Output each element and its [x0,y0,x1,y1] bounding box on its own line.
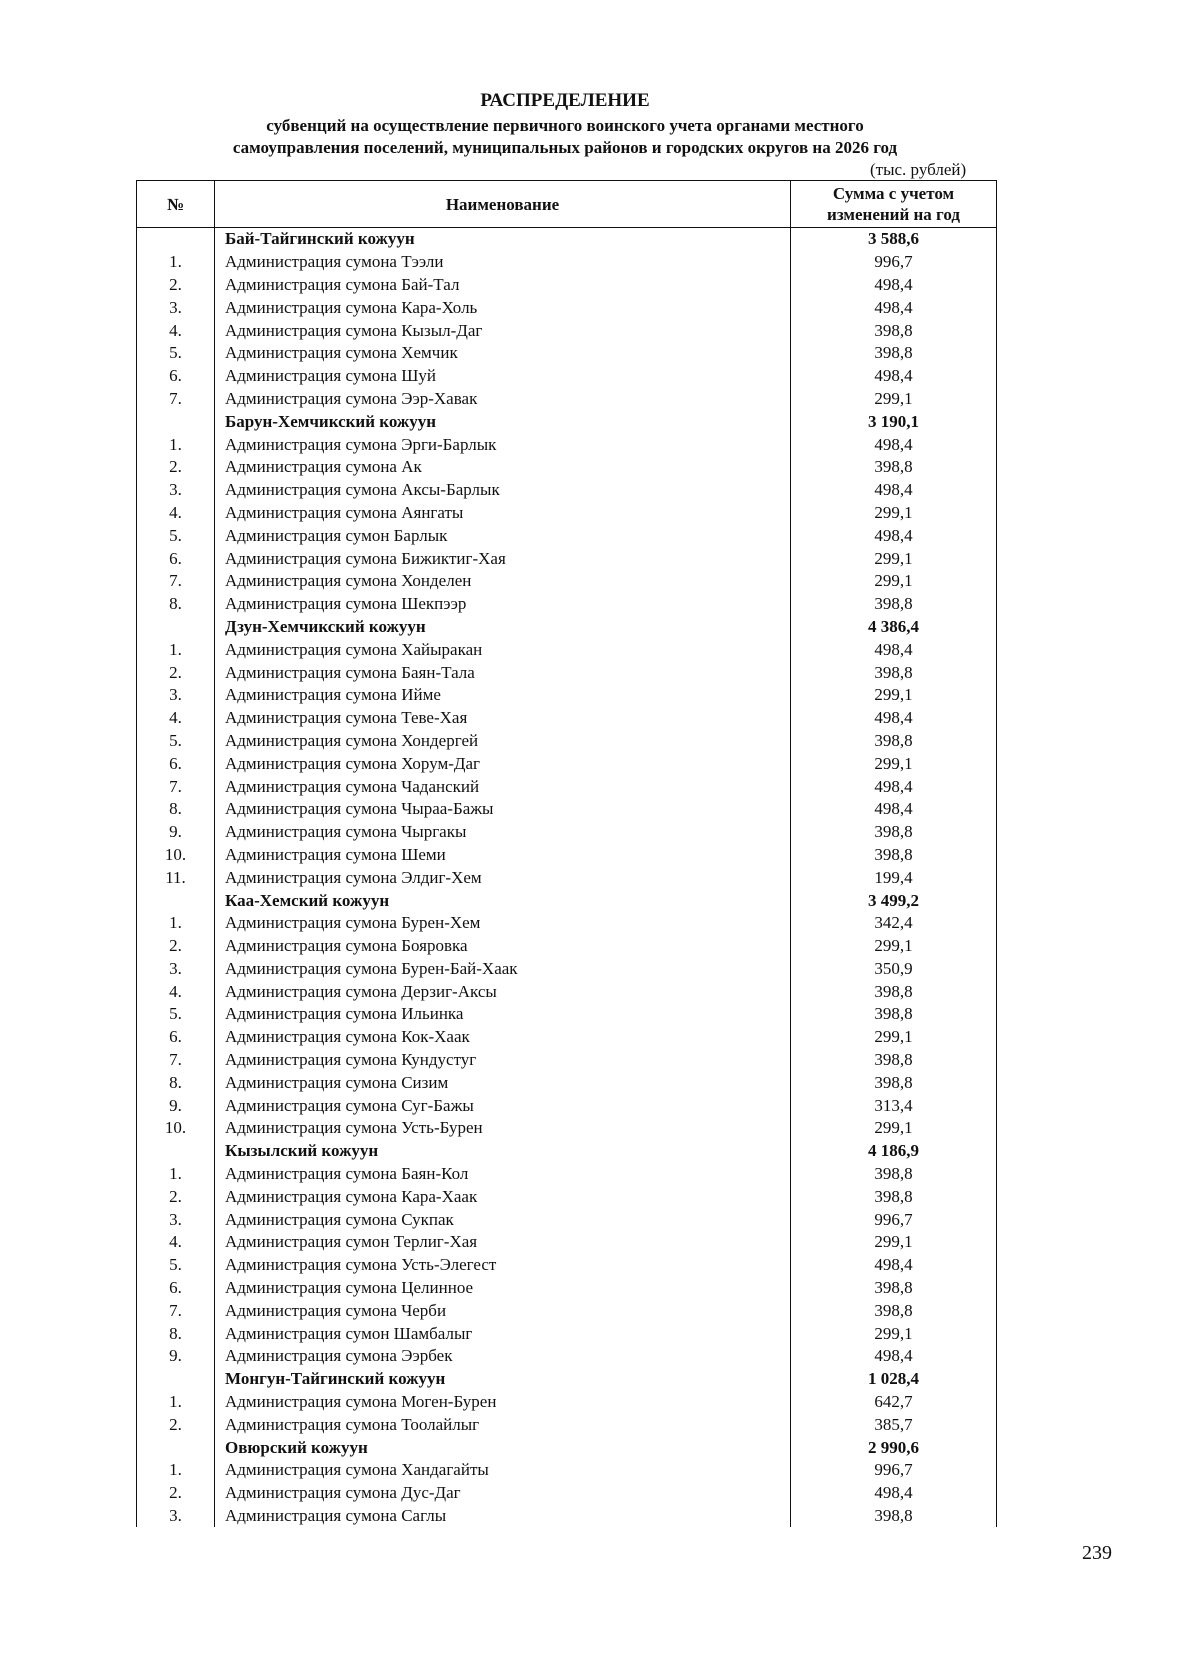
row-number: 6. [137,752,215,775]
table-row [137,456,997,479]
row-amount: 1 028,4 [791,1368,997,1391]
row-amount: 299,1 [791,547,997,570]
row-number: 10. [137,1117,215,1140]
row-number [137,1436,215,1459]
row-name: Бай-Тайгинский кожуун [215,228,791,251]
row-name: Администрация сумон Терлиг-Хая [215,1231,791,1254]
row-number [137,616,215,639]
table-row [137,502,997,525]
table-row [137,1254,997,1277]
units-note: (тыс. рублей) [870,160,967,179]
table-row [137,1345,997,1368]
table-row [137,388,997,411]
row-amount: 498,4 [791,274,997,297]
table-row [137,479,997,502]
row-name: Администрация сумона Кара-Холь [215,296,791,319]
table-row [137,798,997,821]
row-amount: 299,1 [791,1231,997,1254]
row-amount: 299,1 [791,1026,997,1049]
row-name: Администрация сумона Чыргакы [215,821,791,844]
row-amount: 4 186,9 [791,1140,997,1163]
row-name: Администрация сумона Ээрбек [215,1345,791,1368]
row-number: 2. [137,456,215,479]
row-amount: 498,4 [791,479,997,502]
table-group-row [137,410,997,433]
page-number: 239 [1082,1542,1112,1564]
row-number: 7. [137,775,215,798]
row-amount: 498,4 [791,296,997,319]
row-number: 1. [137,638,215,661]
column-header-amount-line-2: изменений на год [827,205,960,224]
row-amount: 398,8 [791,319,997,342]
row-number: 1. [137,912,215,935]
row-number: 4. [137,707,215,730]
row-name: Администрация сумона Ийме [215,684,791,707]
row-amount: 398,8 [791,980,997,1003]
row-number: 5. [137,1254,215,1277]
row-name: Администрация сумона Дерзиг-Аксы [215,980,791,1003]
row-number: 9. [137,1094,215,1117]
table-row [137,661,997,684]
row-number: 2. [137,1482,215,1505]
row-name: Администрация сумона Шуй [215,365,791,388]
table-row [137,1003,997,1026]
row-name: Администрация сумона Сизим [215,1071,791,1094]
row-amount: 313,4 [791,1094,997,1117]
row-name: Администрация сумона Чыраа-Бажы [215,798,791,821]
row-name: Барун-Хемчикский кожуун [215,410,791,433]
table-group-row [137,1436,997,1459]
row-name: Администрация сумона Ильинка [215,1003,791,1026]
row-name: Администрация сумона Аянгаты [215,502,791,525]
row-name: Овюрский кожуун [215,1436,791,1459]
row-name: Администрация сумона Бай-Тал [215,274,791,297]
row-number: 5. [137,524,215,547]
row-number: 8. [137,798,215,821]
row-number: 1. [137,433,215,456]
row-amount: 299,1 [791,1322,997,1345]
table-row [137,274,997,297]
row-name: Администрация сумона Хондергей [215,730,791,753]
row-number [137,228,215,251]
row-number: 3. [137,1505,215,1528]
table-row [137,684,997,707]
row-number [137,410,215,433]
row-number: 7. [137,1299,215,1322]
row-name: Администрация сумона Бурен-Хем [215,912,791,935]
table-row [137,912,997,935]
row-number: 3. [137,684,215,707]
table-row [137,1071,997,1094]
table-row [137,821,997,844]
row-name: Администрация сумона Моген-Бурен [215,1391,791,1414]
row-number: 11. [137,866,215,889]
row-amount: 398,8 [791,1277,997,1300]
column-header-number: № [137,181,215,228]
row-number: 3. [137,958,215,981]
table-row [137,1505,997,1528]
row-amount: 350,9 [791,958,997,981]
row-name: Администрация сумона Шеми [215,844,791,867]
row-amount: 498,4 [791,707,997,730]
row-number: 5. [137,1003,215,1026]
row-amount: 3 190,1 [791,410,997,433]
table-row [137,251,997,274]
table-row [137,752,997,775]
row-number: 4. [137,980,215,1003]
row-name: Администрация сумона Кызыл-Даг [215,319,791,342]
row-number: 1. [137,251,215,274]
row-number: 2. [137,935,215,958]
row-number: 4. [137,502,215,525]
table-row [137,1185,997,1208]
row-name: Администрация сумона Черби [215,1299,791,1322]
row-name: Администрация сумона Хемчик [215,342,791,365]
row-name: Администрация сумона Бурен-Бай-Хаак [215,958,791,981]
table-row [137,980,997,1003]
row-amount: 498,4 [791,1482,997,1505]
row-name: Администрация сумона Усть-Элегест [215,1254,791,1277]
table-row [137,593,997,616]
row-amount: 398,8 [791,342,997,365]
table-row [137,1094,997,1117]
row-number: 6. [137,547,215,570]
row-name: Администрация сумона Кок-Хаак [215,1026,791,1049]
row-amount: 398,8 [791,456,997,479]
row-amount: 2 990,6 [791,1436,997,1459]
row-amount: 498,4 [791,798,997,821]
row-amount: 398,8 [791,844,997,867]
row-amount: 3 588,6 [791,228,997,251]
row-number: 7. [137,1049,215,1072]
row-name: Администрация сумона Хандагайты [215,1459,791,1482]
row-name: Администрация сумона Сукпак [215,1208,791,1231]
row-name: Администрация сумона Баян-Кол [215,1163,791,1186]
row-number: 7. [137,388,215,411]
row-name: Администрация сумона Усть-Бурен [215,1117,791,1140]
column-header-name: Наименование [215,181,791,228]
row-name: Администрация сумона Чаданский [215,775,791,798]
row-amount: 498,4 [791,775,997,798]
row-number: 6. [137,365,215,388]
row-name: Администрация сумона Кара-Хаак [215,1185,791,1208]
table-row [137,707,997,730]
row-number: 2. [137,1413,215,1436]
table-row [137,1117,997,1140]
row-number: 1. [137,1459,215,1482]
column-header-amount-line-1: Сумма с учетом [832,184,955,203]
table-row [137,1231,997,1254]
row-amount: 398,8 [791,593,997,616]
row-amount: 3 499,2 [791,889,997,912]
row-amount: 398,8 [791,1049,997,1072]
table-row [137,1277,997,1300]
row-amount: 299,1 [791,684,997,707]
row-amount: 498,4 [791,524,997,547]
row-amount: 398,8 [791,661,997,684]
row-name: Каа-Хемский кожуун [215,889,791,912]
row-amount: 398,8 [791,821,997,844]
table-row [137,1482,997,1505]
row-amount: 4 386,4 [791,616,997,639]
table-row [137,1049,997,1072]
row-name: Дзун-Хемчикский кожуун [215,616,791,639]
row-number: 9. [137,821,215,844]
table-row [137,1299,997,1322]
row-name: Администрация сумона Аксы-Барлык [215,479,791,502]
table-row [137,844,997,867]
row-amount: 996,7 [791,1208,997,1231]
row-number: 6. [137,1277,215,1300]
row-amount: 398,8 [791,1185,997,1208]
row-number: 4. [137,319,215,342]
row-number [137,1368,215,1391]
row-name: Администрация сумона Тээли [215,251,791,274]
row-number: 5. [137,342,215,365]
row-name: Администрация сумона Ак [215,456,791,479]
table-group-row [137,889,997,912]
table-group-row [137,616,997,639]
row-name: Кызылский кожуун [215,1140,791,1163]
table-row [137,365,997,388]
table-row [137,775,997,798]
row-name: Администрация сумона Целинное [215,1277,791,1300]
row-amount: 996,7 [791,1459,997,1482]
table-row [137,1026,997,1049]
row-name: Администрация сумона Теве-Хая [215,707,791,730]
row-name: Монгун-Тайгинский кожуун [215,1368,791,1391]
row-number: 2. [137,1185,215,1208]
table-row [137,1391,997,1414]
row-amount: 299,1 [791,570,997,593]
distribution-table [136,180,997,1527]
row-amount: 299,1 [791,502,997,525]
document-subtitle-line-1: субвенций на осуществление первичного воинского учета органами местного [266,116,864,135]
row-name: Администрация сумона Дус-Даг [215,1482,791,1505]
row-number: 4. [137,1231,215,1254]
row-name: Администрация сумона Бояровка [215,935,791,958]
row-amount: 398,8 [791,730,997,753]
row-number: 2. [137,661,215,684]
row-number: 8. [137,1071,215,1094]
table-row [137,958,997,981]
row-name: Администрация сумона Бижиктиг-Хая [215,547,791,570]
table-row [137,1322,997,1345]
row-name: Администрация сумона Хайыракан [215,638,791,661]
table-group-row [137,1140,997,1163]
row-amount: 299,1 [791,1117,997,1140]
row-name: Администрация сумона Тоолайлыг [215,1413,791,1436]
row-number: 8. [137,1322,215,1345]
row-number: 3. [137,296,215,319]
row-amount: 498,4 [791,365,997,388]
row-amount: 398,8 [791,1163,997,1186]
column-header-amount [791,181,997,228]
row-name: Администрация сумона Суг-Бажы [215,1094,791,1117]
table-row [137,935,997,958]
row-number: 5. [137,730,215,753]
row-amount: 398,8 [791,1299,997,1322]
table-row [137,433,997,456]
table-row [137,524,997,547]
table-row [137,1163,997,1186]
row-number [137,889,215,912]
row-name: Администрация сумона Элдиг-Хем [215,866,791,889]
row-amount: 398,8 [791,1505,997,1528]
row-name: Администрация сумон Барлык [215,524,791,547]
row-amount: 299,1 [791,388,997,411]
row-amount: 498,4 [791,1345,997,1368]
row-number [137,1140,215,1163]
row-amount: 498,4 [791,1254,997,1277]
row-number: 9. [137,1345,215,1368]
table-row [137,730,997,753]
table-row [137,296,997,319]
row-name: Администрация сумона Ээр-Хавак [215,388,791,411]
row-number: 7. [137,570,215,593]
row-number: 3. [137,479,215,502]
row-amount: 385,7 [791,1413,997,1436]
table-group-row [137,228,997,251]
row-name: Администрация сумона Эрги-Барлык [215,433,791,456]
row-name: Администрация сумона Саглы [215,1505,791,1528]
document-title: РАСПРЕДЕЛЕНИЕ [480,90,650,111]
row-amount: 498,4 [791,638,997,661]
row-number: 2. [137,274,215,297]
row-amount: 199,4 [791,866,997,889]
table-row [137,1208,997,1231]
row-name: Администрация сумона Баян-Тала [215,661,791,684]
table-row [137,1459,997,1482]
row-amount: 642,7 [791,1391,997,1414]
row-name: Администрация сумона Хонделен [215,570,791,593]
row-amount: 996,7 [791,251,997,274]
table-row [137,547,997,570]
row-name: Администрация сумона Кундустуг [215,1049,791,1072]
row-number: 1. [137,1391,215,1414]
row-amount: 398,8 [791,1003,997,1026]
document-subtitle-line-2: самоуправления поселений, муниципальных районов и городских округов на 2026 год [232,138,898,157]
table-row [137,342,997,365]
table-row [137,1413,997,1436]
table-row [137,570,997,593]
table-row [137,866,997,889]
row-number: 3. [137,1208,215,1231]
row-amount: 299,1 [791,935,997,958]
row-name: Администрация сумона Шекпээр [215,593,791,616]
table-row [137,319,997,342]
row-number: 6. [137,1026,215,1049]
row-amount: 299,1 [791,752,997,775]
row-number: 1. [137,1163,215,1186]
table-group-row [137,1368,997,1391]
table-row [137,638,997,661]
row-amount: 498,4 [791,433,997,456]
row-amount: 398,8 [791,1071,997,1094]
row-number: 10. [137,844,215,867]
table-header-row [137,181,997,228]
row-number: 8. [137,593,215,616]
row-amount: 342,4 [791,912,997,935]
row-name: Администрация сумона Хорум-Даг [215,752,791,775]
row-name: Администрация сумон Шамбалыг [215,1322,791,1345]
